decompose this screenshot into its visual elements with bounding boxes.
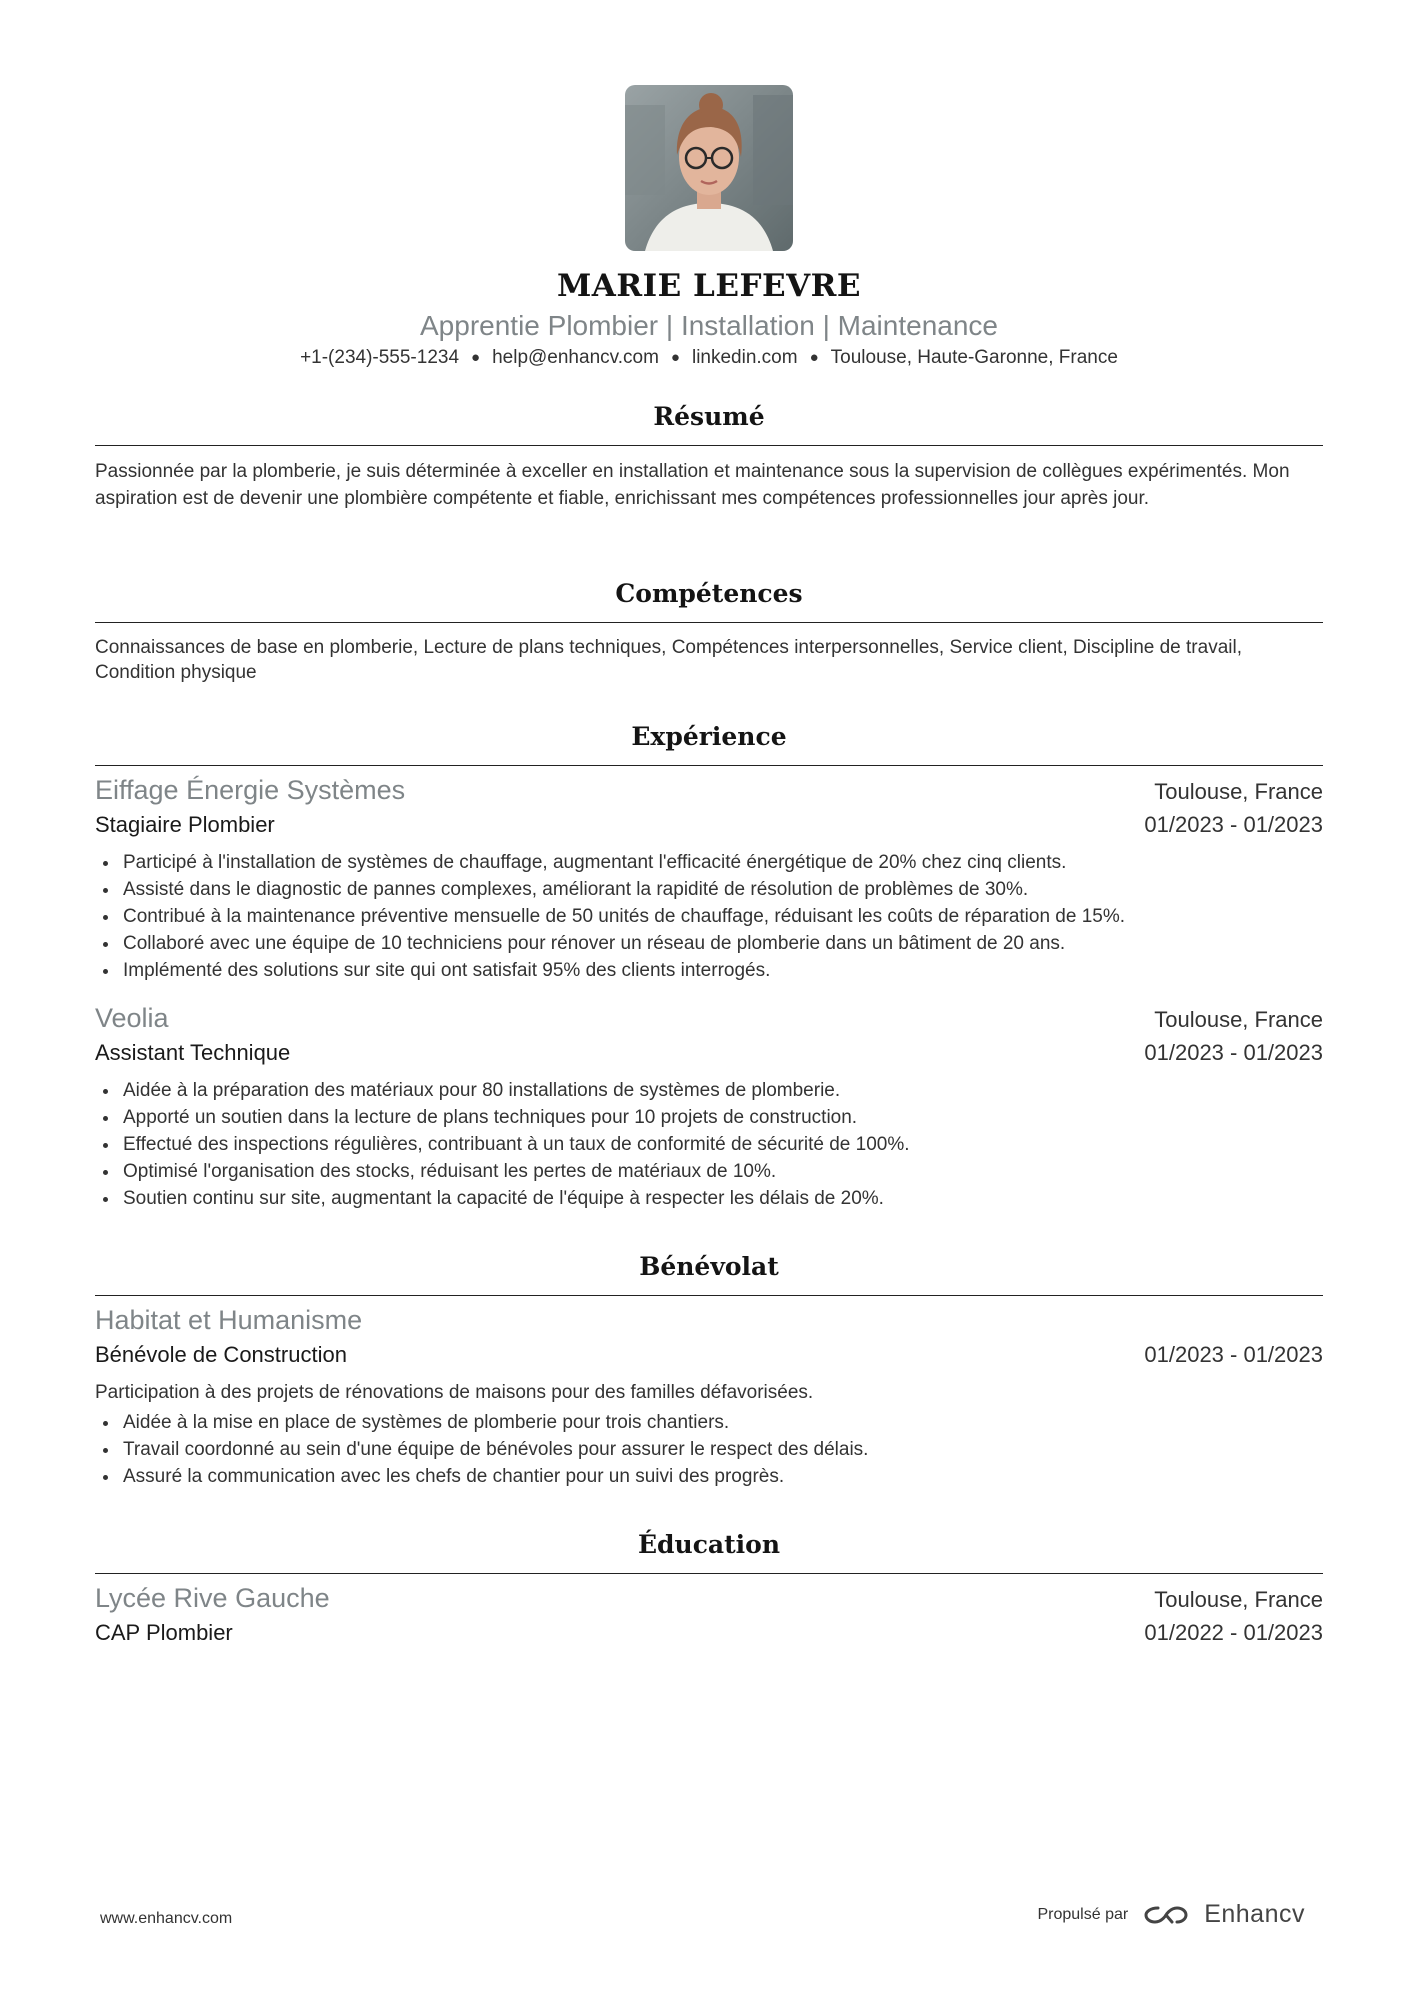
list-item: Participé à l'installation de systèmes de chauffage, augmentant l'efficacité énergétique de 20% chez cinq clients. [95,849,1323,876]
contact-line [95,347,1323,369]
education-entry-subheader [95,1620,1323,1646]
school-location: Toulouse, France [1154,1587,1323,1612]
list-item: Soutien continu sur site, augmentant la capacité de l'équipe à respecter les délais de 20%. [95,1185,1323,1212]
powered-by-label: Propulsé par [1037,1905,1129,1923]
separator-dot: ● [471,349,481,366]
volunteer-dates: 01/2023 - 01/2023 [1144,1342,1323,1367]
job-dates: 01/2023 - 01/2023 [1144,812,1323,837]
section-divider [95,765,1323,766]
experience-entry-subheader [95,1040,1323,1066]
organization-name: Habitat et Humanisme [95,1305,363,1335]
job-dates: 01/2023 - 01/2023 [1144,1040,1323,1065]
section-divider [95,1295,1323,1296]
list-item: Effectué des inspections régulières, contribuant à un taux de conformité de sécurité de 100%. [95,1131,1323,1158]
list-item: Aidée à la préparation des matériaux pour 80 installations de systèmes de plomberie. [95,1077,1323,1104]
volunteering-bullets [95,1409,1323,1490]
footer-branding [1037,1900,1305,1929]
list-item: Implémenté des solutions sur site qui ont satisfait 95% des clients interrogés. [95,957,1323,984]
experience-entry-header [95,1003,1323,1034]
section-divider [95,622,1323,623]
separator-dot: ● [809,349,819,366]
list-item: Assisté dans le diagnostic de pannes complexes, améliorant la rapidité de résolution de problèmes de 30%. [95,876,1323,903]
list-item: Collaboré avec une équipe de 10 techniciens pour rénover un réseau de plomberie dans un bâtiment de 20 ans. [95,930,1323,957]
resume-page [95,0,1323,1995]
skills-text: Connaissances de base en plomberie, Lecture de plans techniques, Compétences interpersonnelles, Service client, Discipline de travail, Condition physique [95,637,1242,683]
experience-entry-header [95,775,1323,806]
list-item: Assuré la communication avec les chefs de chantier pour un suivi des progrès. [95,1463,1323,1490]
company-name: Veolia [95,1003,169,1033]
section-title-experience: Expérience [631,722,787,751]
company-name: Eiffage Énergie Systèmes [95,775,406,805]
experience-bullets [95,1077,1323,1212]
section-title-skills: Compétences [615,579,803,608]
headline: Apprentie Plombier | Installation | Maintenance [420,310,998,341]
volunteer-role: Bénévole de Construction [95,1342,347,1367]
job-location: Toulouse, France [1154,779,1323,804]
profile-photo [625,85,793,251]
school-name: Lycée Rive Gauche [95,1583,330,1613]
location: Toulouse, Haute-Garonne, France [830,347,1118,368]
experience-bullets [95,849,1323,984]
phone[interactable]: +1-(234)-555-1234 [300,347,460,368]
list-item: Aidée à la mise en place de systèmes de plomberie pour trois chantiers. [95,1409,1323,1436]
enhancv-logo-icon [1142,1902,1190,1928]
job-title: Stagiaire Plombier [95,812,275,837]
list-item: Travail coordonné au sein d'une équipe de bénévoles pour assurer le respect des délais. [95,1436,1323,1463]
volunteering-entry-subheader [95,1342,1323,1368]
list-item: Contribué à la maintenance préventive mensuelle de 50 unités de chauffage, réduisant les coûts de réparation de 15%. [95,903,1323,930]
experience-entry-subheader [95,812,1323,838]
section-divider [95,445,1323,446]
list-item: Apporté un soutien dans la lecture de plans techniques pour 10 projets de construction. [95,1104,1323,1131]
degree: CAP Plombier [95,1620,233,1645]
job-location: Toulouse, France [1154,1007,1323,1032]
volunteer-description: Participation à des projets de rénovations de maisons pour des familles défavorisées. [95,1382,814,1403]
enhancv-brand[interactable]: Enhancv [1204,1900,1305,1928]
job-title: Assistant Technique [95,1040,291,1065]
summary-text: Passionnée par la plomberie, je suis déterminée à exceller en installation et maintenance sous la supervision de collègues expérimentés. Mon aspiration est de devenir une plombière compétente et fiable, enrichissant mes compétences professionnelles jour après jour. [95,461,1290,509]
education-entry-header [95,1583,1323,1614]
linkedin-link[interactable]: linkedin.com [691,347,798,368]
separator-dot: ● [670,349,680,366]
volunteering-entry-header [95,1305,1323,1336]
section-divider [95,1573,1323,1574]
section-title-summary: Résumé [653,402,765,431]
education-dates: 01/2022 - 01/2023 [1144,1620,1323,1645]
section-title-education: Éducation [637,1530,781,1559]
candidate-name: MARIE LEFEVRE [556,268,862,304]
email[interactable]: help@enhancv.com [492,347,659,368]
footer-website-link[interactable]: www.enhancv.com [100,1910,233,1927]
section-title-volunteering: Bénévolat [639,1252,779,1281]
list-item: Optimisé l'organisation des stocks, réduisant les pertes de matériaux de 10%. [95,1158,1323,1185]
